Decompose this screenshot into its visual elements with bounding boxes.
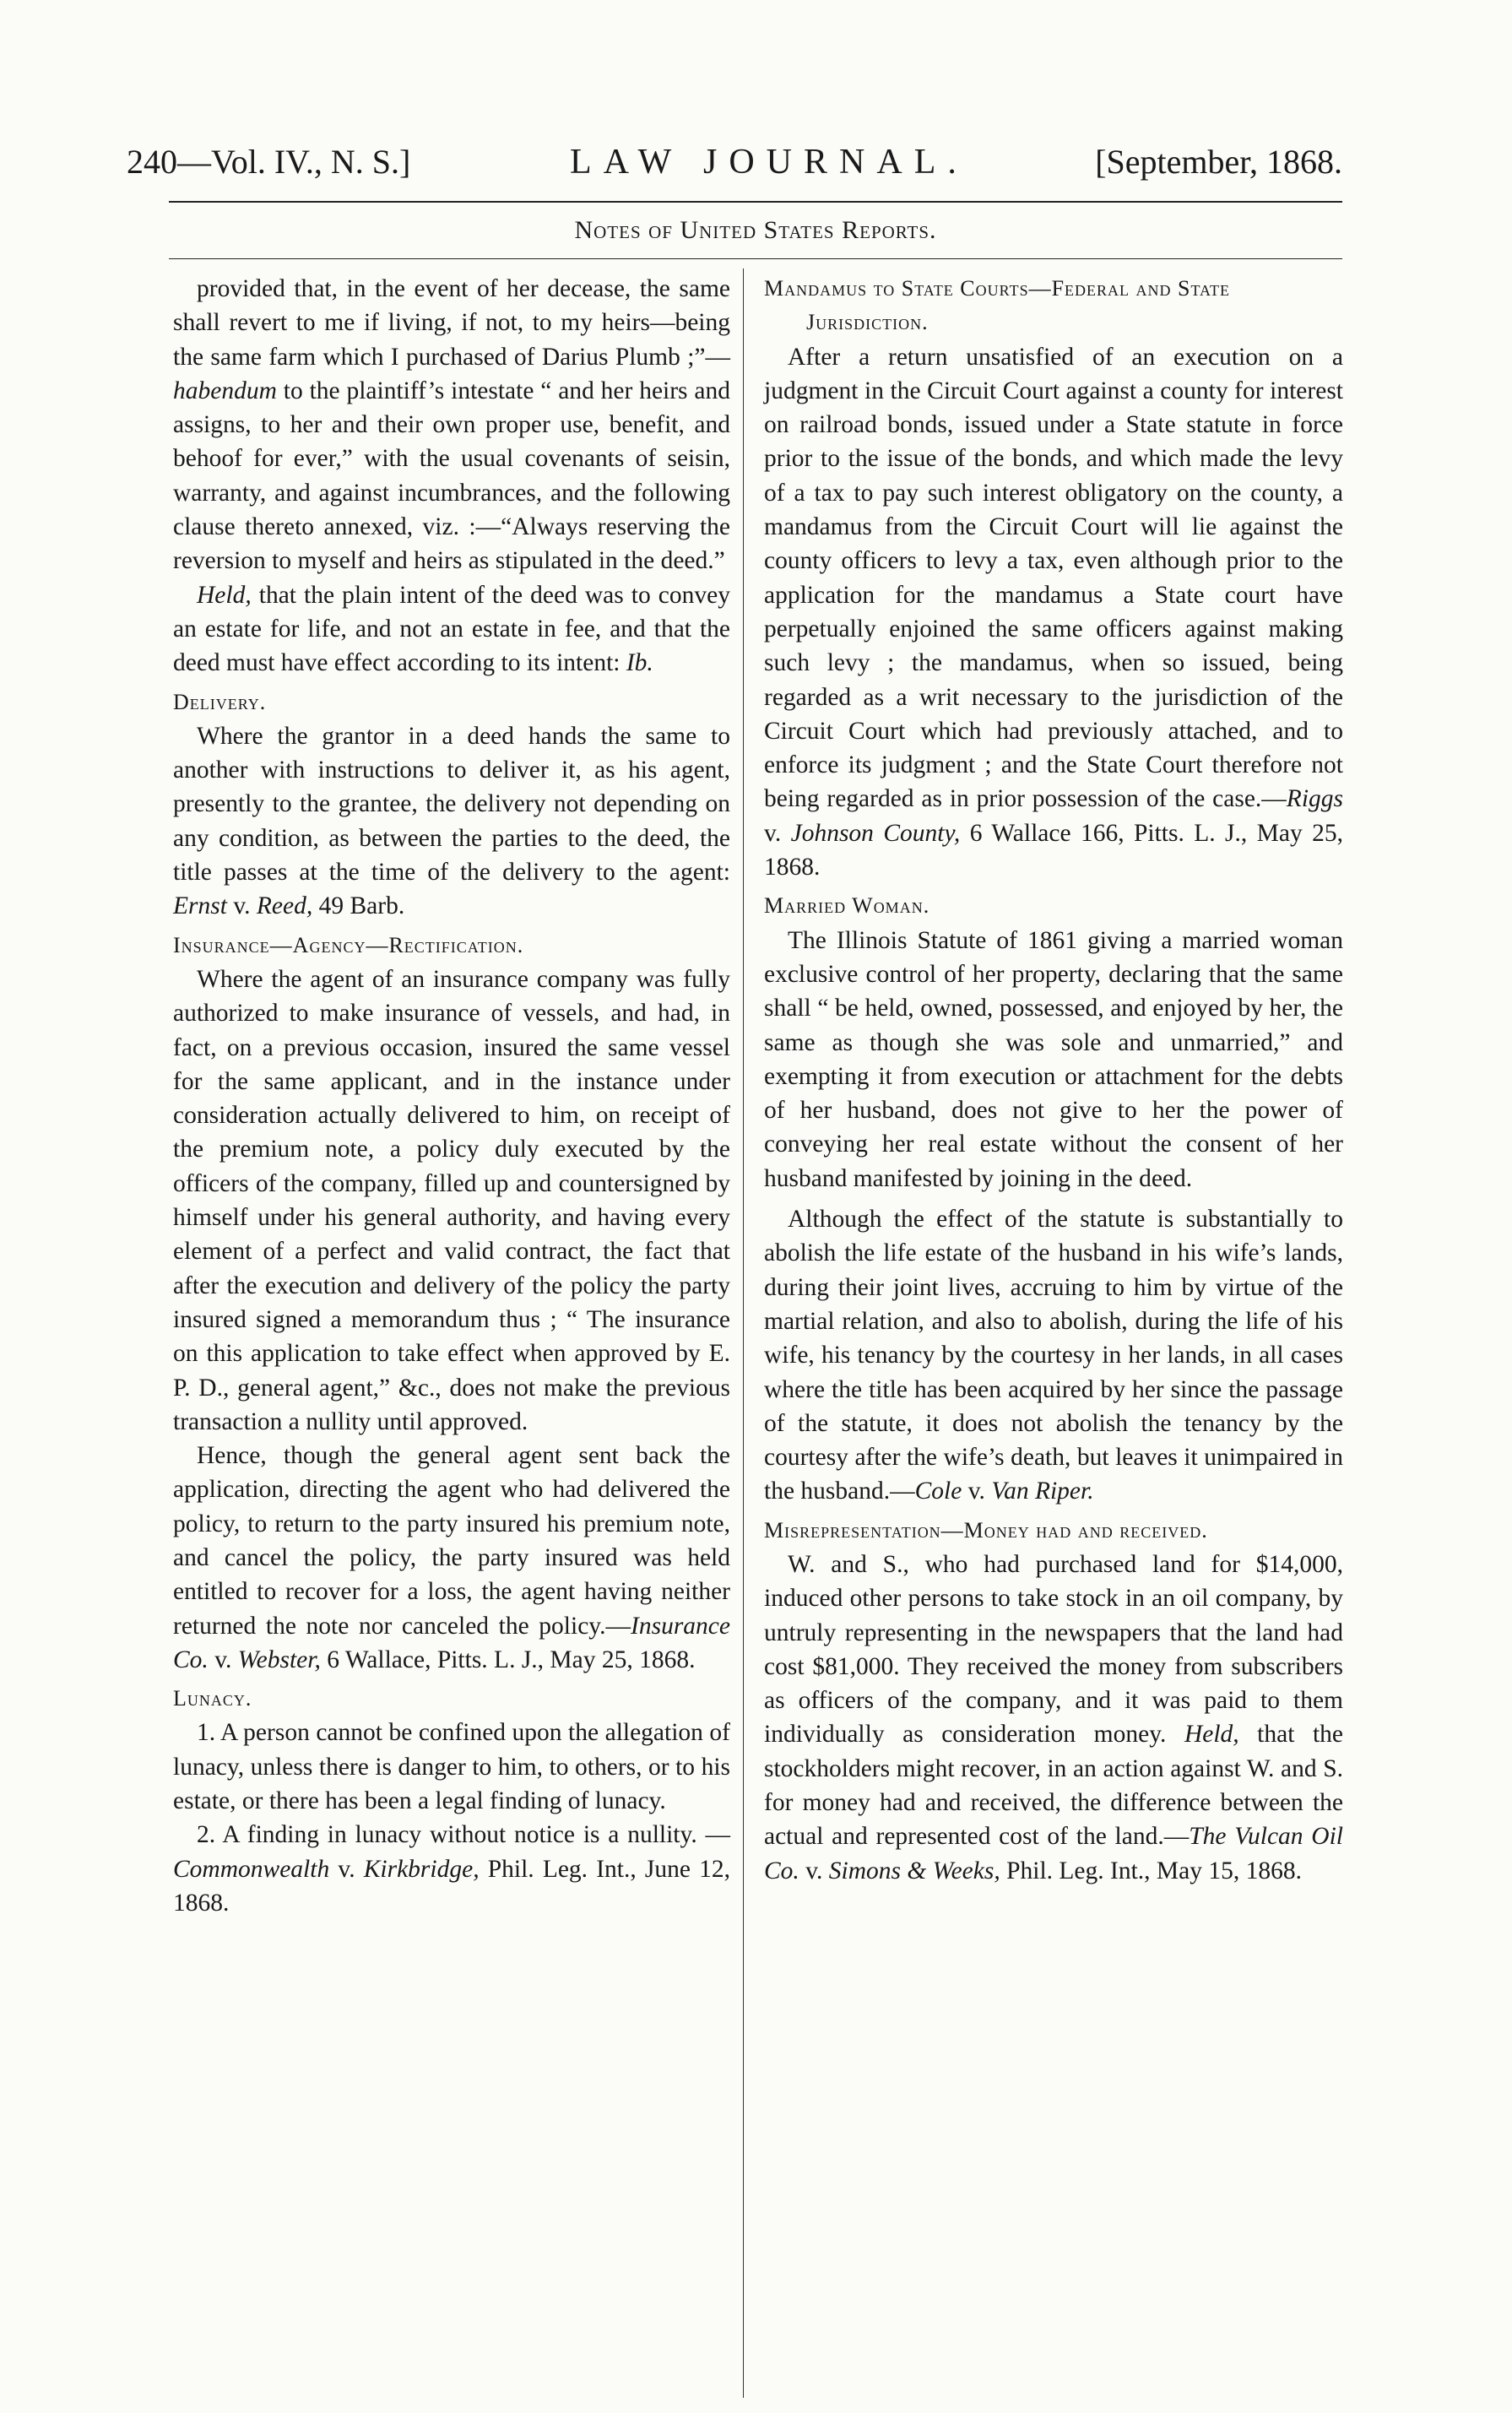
paragraph: provided that, in the event of her decease, the same shall revert to me if living, if not, to my heirs—being the same farm which I purchased of Darius Plumb ;”—habendum to the plaintiff’s intestate “ and her heirs and assigns, to her and their own proper use, benefit, and behoof for ever,” with the usual covenants of seisin, warranty, and against incumbrances, and the following clause thereto annexed, viz. :—“Always reserving the reversion to myself and heirs as stipulated in the deed.” — [173, 275, 730, 575]
header-rule — [169, 201, 1342, 203]
paragraph: Held, that the plain intent of the deed was to convey an estate for life, and not an estate in fee, and that the deed must have effect according to its intent: Ib. — [173, 581, 730, 677]
paragraph: Where the grantor in a deed hands the same to another with instructions to deliver it, as his agent, presently to the grantee, the delivery not depending on any condition, as between the parties to the deed, the title passes at the time of the delivery to the agent: Ernst v. Reed, 49 Barb. — [173, 722, 730, 920]
paragraph: Although the effect of the statute is substantially to abolish the life estate of the husband in his wife’s lands, during their joint lives, accruing to him by virtue of the martial relation, and also to abolish, during the life of his wife, his tenancy by the courtesy in her lands, in all cases where the title has been acquired by her since the passage of the statute, it does not abolish the tenancy by the courtesy after the wife’s death, but leaves it unimpaired in the husband.—Cole v. Van Riper. — [764, 1206, 1343, 1505]
paragraph: 2. A finding in lunacy without notice is a nullity. — Commonwealth v. Kirkbridge, Phil. Leg. Int., June 12, 1868. — [173, 1821, 730, 1917]
paragraph: 1. A person cannot be confined upon the allegation of lunacy, unless there is danger to him, to others, or to his estate, or there has been a legal finding of lunacy. — [173, 1719, 730, 1815]
paragraph: After a return unsatisfied of an execution on a judgment in the Circuit Court against a county for interest on railroad bonds, issued under a State statute in force prior to the issue of the bonds, and which made the levy of a tax to pay such interest obligatory on the county, a mandamus from the Circuit Court will lie against the county officers to levy a tax, even although prior to the application for the mandamus a State court have perpetually enjoined the same officers against making such levy ; the mandamus, when so issued, being regarded as a writ necessary to the jurisdiction of the Circuit Court which had previously attached, and to enforce its judgment ; and the State Court therefore not being regarded as in prior possession of the case.—Riggs v. Johnson County, 6 Wallace 166, Pitts. L. J., May 25, 1868. — [764, 343, 1343, 881]
column-divider — [743, 268, 744, 2398]
paragraph: Where the agent of an insurance company was fully authorized to make insurance of vessels, and had, in fact, on a previous occasion, insured the same vessel for the same applicant, and in the instance under consideration actually delivered to him, on receipt of the premium note, a policy duly executed by the officers of the company, filled up and countersigned by himself under his general authority, and having every element of a perfect and valid contract, the fact that after the execution and delivery of the policy the party insured signed a memorandum thus ; “ The insurance on this application to take effect when approved by E. P. D., general agent,” &c., does not make the previous transaction a nullity until approved. — [173, 965, 730, 1435]
section-rule — [169, 258, 1342, 259]
heading-married-woman: Married Woman. — [764, 893, 930, 919]
paragraph: Hence, though the general agent sent back the application, directing the agent who had delivered the policy, to return to the party insured his premium note, and cancel the policy, the party insured was held entitled to recover for a loss, the agent having neither returned the note nor canceled the policy.—Insurance Co. v. Webster, 6 Wallace, Pitts. L. J., May 25, 1868. — [173, 1442, 730, 1673]
paragraph: The Illinois Statute of 1861 giving a married woman exclusive control of her property, declaring that the same shall “ be held, owned, possessed, and enjoyed by her, the same as though she was sole and unmarried,” and exempting it from execution or attachment for the debts of her husband, does not give to her the power of conveying her real estate without the consent of her husband manifested by joining in the deed. — [764, 926, 1343, 1192]
paragraph: W. and S., who had purchased land for $14,000, induced other persons to take stock in an oil company, by untruly representing in the newspapers that the land had cost $81,000. They received the money from subscribers as officers of the company, and it was paid to them individually as consideration money. Held, that the stockholders might recover, in an action against W. and S. for money had and received, the difference between the actual and represented cost of the land.—The Vulcan Oil Co. v. Simons & Weeks, Phil. Leg. Int., May 15, 1868. — [764, 1550, 1343, 1884]
heading-lunacy: Lunacy. — [173, 1686, 252, 1711]
heading-mandamus: Mandamus to State Courts—Federal and State Jurisdiction. — [764, 276, 1231, 335]
heading-insurance: Insurance—Agency—Rectification. — [173, 932, 524, 957]
right-column — [764, 272, 1343, 1888]
page-reference: 240—Vol. IV., N. S.] — [127, 143, 411, 181]
heading-delivery: Delivery. — [173, 689, 267, 714]
heading-misrepresentation: Misrepresentation—Money had and received. — [764, 1517, 1208, 1543]
section-title: Notes of United States Reports. — [574, 216, 937, 244]
issue-date: [September, 1868. — [1095, 143, 1342, 181]
journal-title: LAW JOURNAL. — [570, 143, 968, 182]
page-header — [127, 142, 1342, 192]
left-column — [173, 272, 730, 1920]
